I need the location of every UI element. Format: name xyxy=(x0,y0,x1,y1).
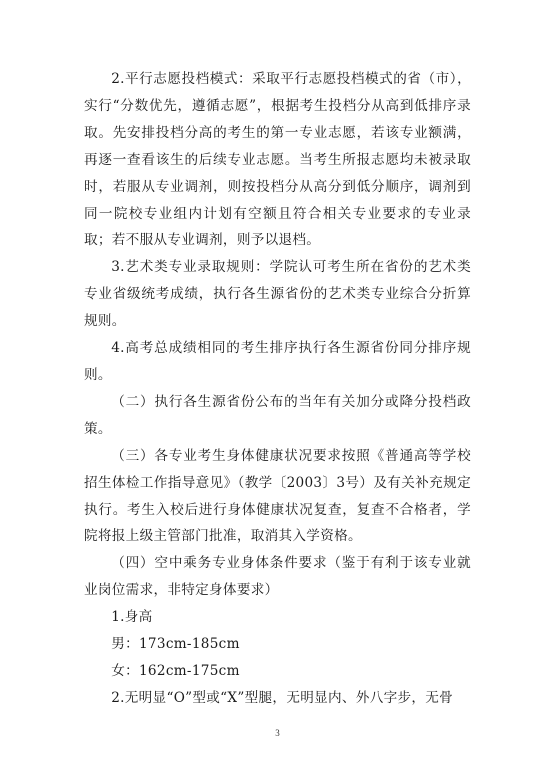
paragraph-flight-attendant-requirements: （四）空中乘务专业身体条件要求（鉴于有利于该专业就业岗位需求，非特定身体要求） xyxy=(84,555,471,599)
paragraph-art-admission-rules: 3.艺术类专业录取规则：学院认可考生所在省份的艺术类专业省级统考成绩，执行各生源省份的艺术类专业综合分折算规则。 xyxy=(84,259,471,330)
paragraph-health-requirements: （三）各专业考生身体健康状况要求按照《普通高等学校招生体检工作指导意见》（教学〔2003〕3号）及有关补充规定执行。考生入校后进行身体健康状况复查，复查不合格者，学院将报上级主管部门批准，取消其入学资格。 xyxy=(84,447,471,545)
page-number: 3 xyxy=(275,728,280,738)
leg-shape-requirement: 2.无明显“O”型或“X”型腿，无明显内、外八字步，无骨 xyxy=(111,689,454,706)
height-female: 女：162cm-175cm xyxy=(111,662,240,679)
height-heading: 1.身高 xyxy=(111,609,153,626)
height-male: 男：173cm-185cm xyxy=(111,636,240,653)
paragraph-tie-score-ranking: 4.高考总成绩相同的考生排序执行各生源省份同分排序规则。 xyxy=(84,340,471,383)
document-body xyxy=(84,66,471,712)
paragraph-parallel-admission: 2.平行志愿投档模式：采取平行志愿投档模式的省（市），实行“分数优先，遵循志愿”，根据考生投档分从高到低排序录取。先安排投档分高的考生的第一专业志愿，若该专业额满，再逐一查看该生的后续专业志愿。当考生所报志愿均未被录取时，若服从专业调剂，则按投档分从高分到低分顺序，调剂到同一院校专业组内计划有空额且符合相关专业要求的专业录取；若不服从专业调剂，则予以退档。 xyxy=(84,71,471,249)
paragraph-bonus-points-policy: （二）执行各生源省份公布的当年有关加分或降分投档政策。 xyxy=(84,393,471,437)
